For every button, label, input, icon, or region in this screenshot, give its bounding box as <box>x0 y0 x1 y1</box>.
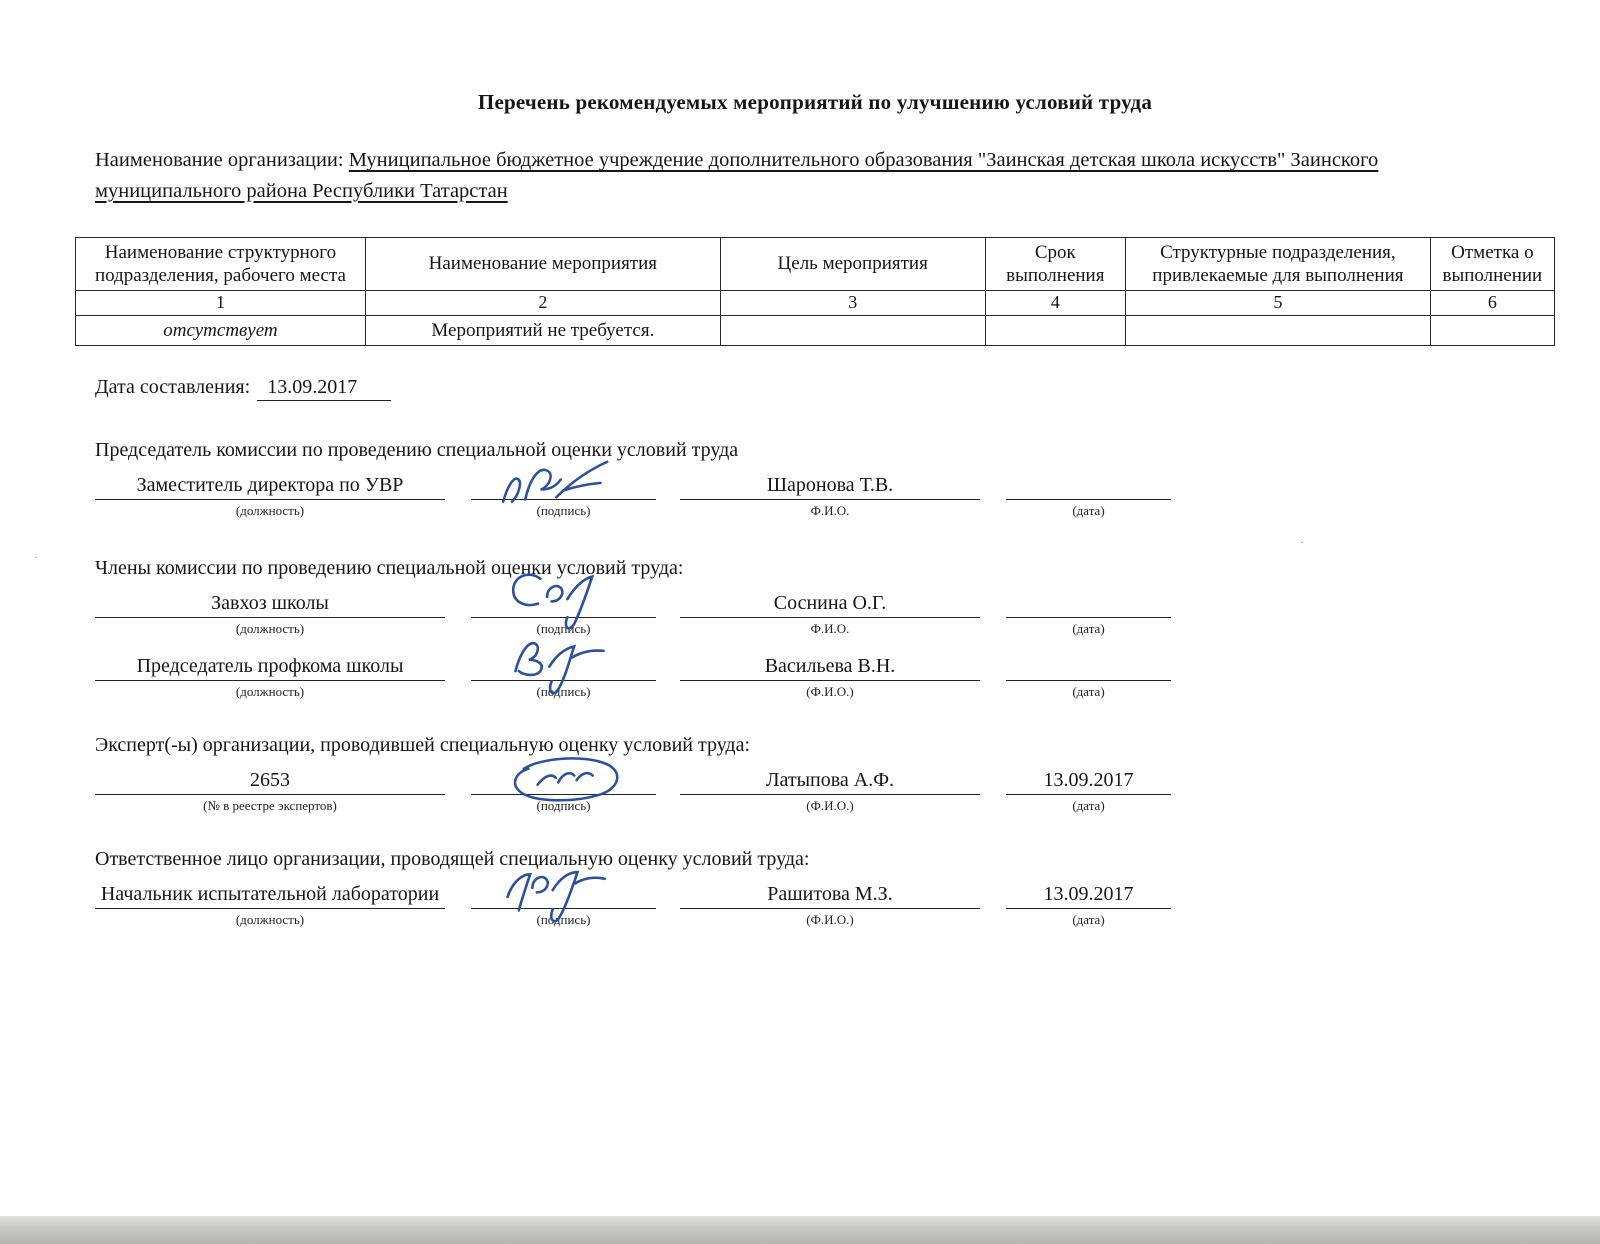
name-label: (Ф.И.О.) <box>806 911 854 927</box>
responsible-name: Рашитова М.З. <box>680 881 980 909</box>
responsible-position: Начальник испытательной лаборатории <box>95 881 445 909</box>
expert-name: Латыпова А.Ф. <box>680 767 980 795</box>
signature-label: (подпись) <box>536 683 591 699</box>
header-goal: Цель мероприятия <box>720 237 985 290</box>
signature-row-responsible <box>95 881 1555 928</box>
chairman-position: Заместитель директора по УВР <box>95 472 445 500</box>
expert-date: 13.09.2017 <box>1006 767 1171 795</box>
name-label: Ф.И.О. <box>810 502 850 518</box>
chairman-date <box>1006 472 1171 500</box>
signature-row-member <box>95 653 1555 700</box>
column-number: 1 <box>76 290 366 315</box>
measures-table <box>75 237 1555 346</box>
name-label: (Ф.И.О.) <box>806 797 854 813</box>
name-label: (Ф.И.О.) <box>806 683 854 699</box>
section-heading-expert: Эксперт(-ы) организации, проводившей специальную оценку условий труда: <box>95 733 751 756</box>
header-involved: Структурные подразделения, привлекаемые для выполнения <box>1126 237 1431 290</box>
column-number: 4 <box>985 290 1126 315</box>
organization-label: Наименование организации: <box>95 149 344 171</box>
cell-goal <box>720 315 985 345</box>
scan-speck: · <box>1300 535 1304 549</box>
member-date <box>1006 653 1171 681</box>
cell-measure: Мероприятий не требуется. <box>365 315 720 345</box>
member-name: Васильева В.Н. <box>680 653 980 681</box>
date-label: (дата) <box>1072 502 1105 518</box>
date-label: (дата) <box>1072 797 1105 813</box>
responsible-date: 13.09.2017 <box>1006 881 1171 909</box>
member-signature-line <box>471 653 656 681</box>
member-date <box>1006 590 1171 618</box>
cell-mark <box>1430 315 1554 345</box>
organization-line <box>95 145 1525 207</box>
page-title: Перечень рекомендуемых мероприятий по улучшению условий труда <box>477 90 1153 114</box>
cell-involved <box>1126 315 1431 345</box>
signature-label: (подпись) <box>536 502 591 518</box>
header-mark: Отметка о выполнении <box>1430 237 1554 290</box>
header-measure: Наименование мероприятия <box>365 237 720 290</box>
section-heading-members: Члены комиссии по проведению специальной оценки условий труда: <box>95 556 684 579</box>
column-number: 3 <box>720 290 985 315</box>
expert-signature-line <box>471 767 656 795</box>
signature-label: (подпись) <box>536 620 591 636</box>
member-name: Соснина О.Г. <box>680 590 980 618</box>
header-department: Наименование структурного подразделения, рабочего места <box>76 237 366 290</box>
scan-artifact-strip <box>0 1216 1600 1244</box>
scan-speck: · <box>34 550 38 564</box>
column-number: 5 <box>1126 290 1431 315</box>
position-label: (должность) <box>235 683 305 699</box>
signature-row-expert <box>95 767 1555 814</box>
registry-label: (№ в реестре экспертов) <box>203 797 337 813</box>
position-label: (должность) <box>235 911 305 927</box>
signature-label: (подпись) <box>536 911 591 927</box>
compilation-date-label: Дата составления: <box>95 375 251 398</box>
table-data-row <box>76 315 1555 345</box>
expert-registry-number: 2653 <box>95 767 445 795</box>
member-position: Председатель профкома школы <box>95 653 445 681</box>
table-number-row <box>76 290 1555 315</box>
document-page <box>0 90 1600 928</box>
member-position: Завхоз школы <box>95 590 445 618</box>
chairman-signature-line <box>471 472 656 500</box>
chairman-name: Шаронова Т.В. <box>680 472 980 500</box>
organization-name: Муниципальное бюджетное учреждение дополнительного образования "Заинская детская школа искусств" Заинского муниципального района Республики Татарстан <box>95 149 1379 202</box>
cell-term <box>985 315 1126 345</box>
signature-row-member <box>95 590 1555 637</box>
date-label: (дата) <box>1072 683 1105 699</box>
member-signature-line <box>471 590 656 618</box>
header-term: Срок выполнения <box>985 237 1126 290</box>
cell-department: отсутствует <box>76 315 366 345</box>
name-label: Ф.И.О. <box>810 620 850 636</box>
position-label: (должность) <box>235 620 305 636</box>
date-label: (дата) <box>1072 620 1105 636</box>
compilation-date-value: 13.09.2017 <box>257 376 391 401</box>
column-number: 2 <box>365 290 720 315</box>
table-header-row <box>76 237 1555 290</box>
signature-label: (подпись) <box>536 797 591 813</box>
section-heading-chairman: Председатель комиссии по проведению специальной оценки условий труда <box>95 438 739 461</box>
signature-row-chairman <box>95 472 1555 519</box>
position-label: (должность) <box>235 502 305 518</box>
column-number: 6 <box>1430 290 1554 315</box>
section-heading-responsible: Ответственное лицо организации, проводящей специальную оценку условий труда: <box>95 847 810 870</box>
responsible-signature-line <box>471 881 656 909</box>
date-label: (дата) <box>1072 911 1105 927</box>
compilation-date-line <box>95 376 1555 401</box>
